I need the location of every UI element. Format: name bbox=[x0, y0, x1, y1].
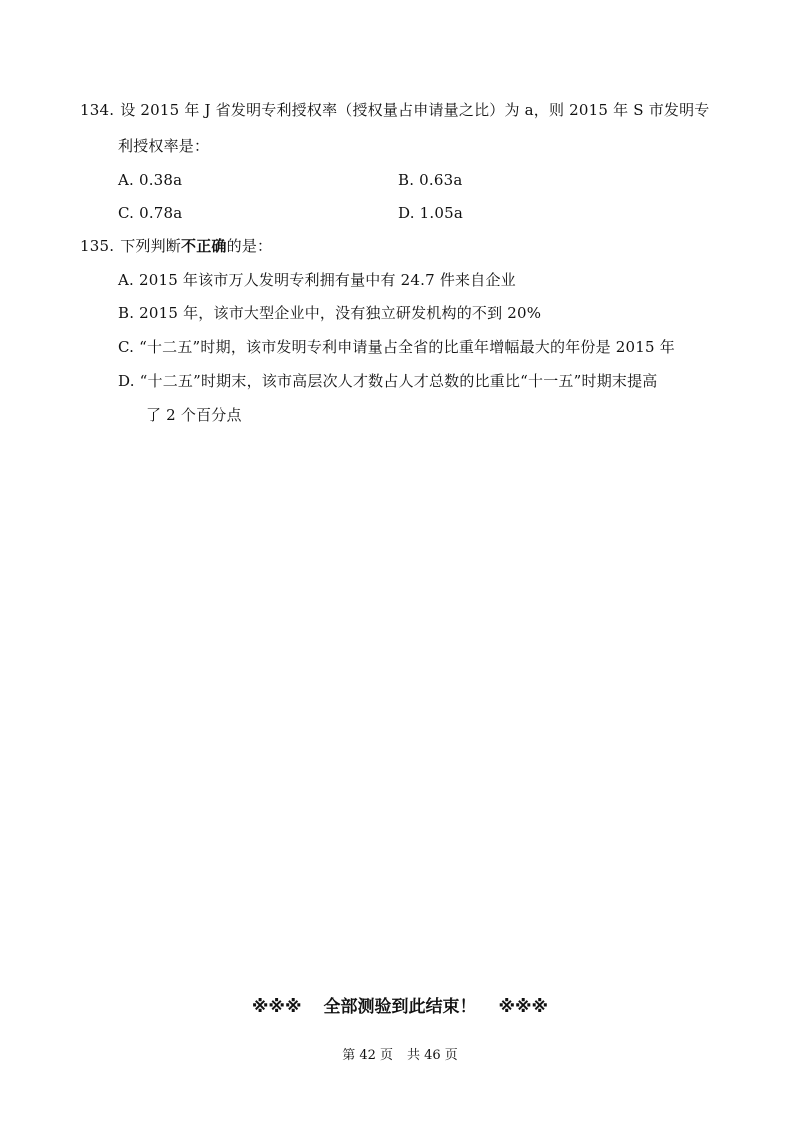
question-135-option-a[interactable]: A. 2015 年该市万人发明专利拥有量中有 24.7 件来自企业 bbox=[118, 271, 516, 289]
question-135-option-d-line1[interactable]: D. “十二五”时期末，该市高层次人才数占人才总数的比重比“十一五”时期末提高 bbox=[118, 372, 658, 390]
banner-marks-right: ※※※ bbox=[498, 997, 549, 1017]
question-135-line1 bbox=[80, 236, 272, 256]
question-135-emphasis: 不正确 bbox=[181, 237, 227, 255]
question-134-option-b[interactable]: B. 0.63a bbox=[398, 171, 463, 189]
page-total: 共 46 页 bbox=[407, 1048, 458, 1063]
question-135-option-c[interactable]: C. “十二五”时期，该市发明专利申请量占全省的比重年增幅最大的年份是 2015 年 bbox=[118, 338, 675, 356]
question-135-option-d-line2: 了 2 个百分点 bbox=[146, 406, 242, 424]
question-134-line2: 利授权率是： bbox=[118, 137, 210, 155]
question-135-prefix: 下列判断 bbox=[120, 237, 182, 255]
page-footer bbox=[0, 1044, 800, 1063]
question-134-option-c[interactable]: C. 0.78a bbox=[118, 204, 183, 222]
question-134-option-a[interactable]: A. 0.38a bbox=[118, 171, 183, 189]
banner-text: 全部测验到此结束！ bbox=[323, 997, 477, 1017]
banner-marks-left: ※※※ bbox=[251, 997, 302, 1017]
question-134-text: 设 2015 年 J 省发明专利授权率（授权量占申请量之比）为 a，则 2015 年 S 市发明专 bbox=[120, 101, 710, 119]
question-134-number: 134. bbox=[80, 101, 115, 119]
end-of-test-banner bbox=[0, 992, 800, 1017]
question-135-option-b[interactable]: B. 2015 年，该市大型企业中，没有独立研发机构的不到 20% bbox=[118, 304, 542, 322]
question-134-option-d[interactable]: D. 1.05a bbox=[398, 204, 463, 222]
question-134-line1 bbox=[80, 100, 710, 120]
question-135-suffix: 的是： bbox=[226, 237, 273, 255]
page-number: 第 42 页 bbox=[342, 1048, 393, 1063]
question-135-number: 135. bbox=[80, 237, 115, 255]
